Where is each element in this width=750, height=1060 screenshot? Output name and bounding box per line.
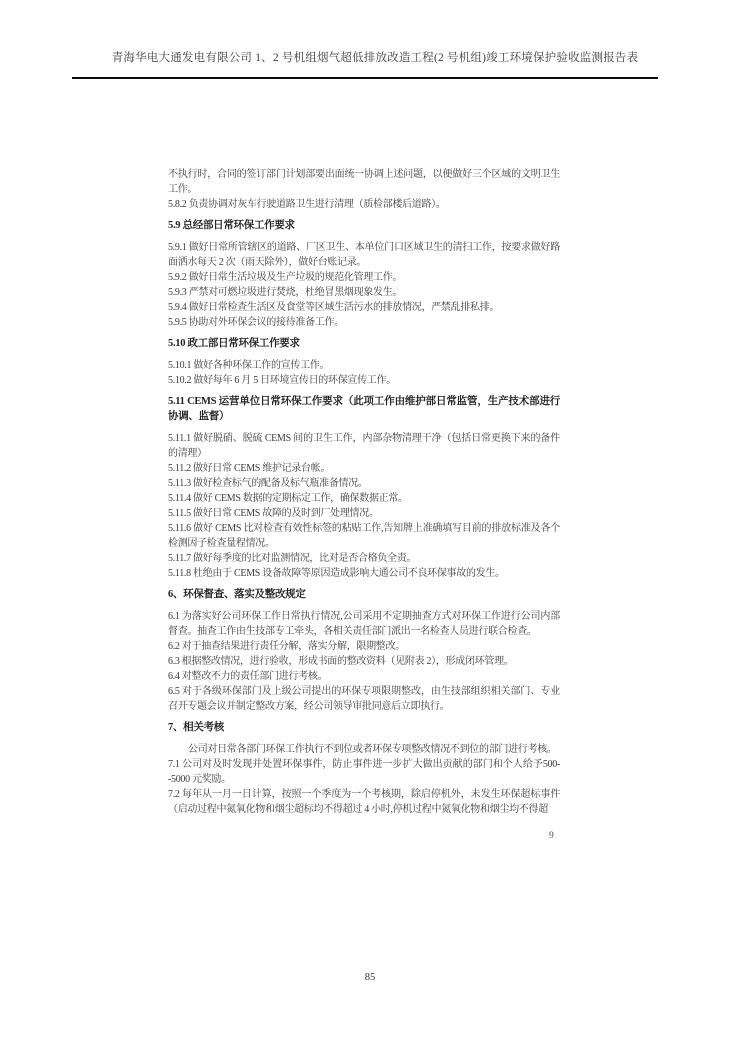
section-heading: 5.9 总经部日常环保工作要求 — [168, 220, 295, 231]
paragraph: 5.11.4 做好 CEMS 数据的定期标定工作，确保数据正常。 — [168, 493, 408, 504]
paragraph: 5.11.6 做好 CEMS 比对检查有效性标签的粘贴工作,告知牌上准确填写目前的排放标准及各个检测因子检查量程情况。 — [168, 523, 560, 549]
section-heading: 5.11 CEMS 运营单位日常环保工作要求（此项工作由维护部日常监管，生产技术部进行协调、监督） — [168, 396, 560, 422]
paragraph: 6.2 对于抽查结果进行责任分解，落实分解，限期整改。 — [168, 641, 405, 652]
paragraph: 5.10.2 做好每年 6 月 5 日环境宣传日的环保宣传工作。 — [168, 375, 396, 386]
paragraph: 5.11.1 做好脱硝、脱硫 CEMS 间的卫生工作，内部杂物清理干净（包括日常更换下来的备件的清理） — [168, 433, 560, 459]
paragraph: 7.2 每年从一月一日计算，按照一个季度为一个考核期，除启停机外，未发生环保超标事件（启动过程中氮氧化物和烟尘超标均不得超过 4 小时,停机过程中氮氧化物和烟尘均不得超 — [168, 789, 560, 815]
document-content — [168, 167, 560, 817]
footer-page-number: 85 — [364, 972, 376, 983]
paragraph: 5.11.7 做好每季度的比对监测情况，比对是否合格负全责。 — [168, 553, 417, 564]
paragraph: 5.8.2 负责协调对灰车行驶道路卫生进行清理（质检部楼后道路）。 — [168, 199, 446, 210]
paragraph: 7.1 公司对及时发现并处置环保事件，防止事件进一步扩大做出贡献的部门和个人给予500--5000 元奖励。 — [168, 759, 560, 785]
paragraph: 5.9.1 做好日常所管辖区的道路、厂区卫生、本单位门口区域卫生的清扫工作，按要求做好路面洒水每天 2 次（雨天除外），做好台账记录。 — [168, 242, 560, 268]
section-heading: 6、环保督查、落实及整改规定 — [168, 589, 306, 600]
paragraph: 5.11.2 做好日常 CEMS 维护记录台帐。 — [168, 463, 331, 474]
paragraph: 5.9.3 严禁对可燃垃圾进行焚烧，杜绝冒黑烟现象发生。 — [168, 287, 403, 298]
paragraph: 公司对日常各部门环保工作执行不到位或者环保专项整改情况不到位的部门进行考核。 — [188, 744, 557, 755]
paragraph: 5.11.8 杜绝由于 CEMS 设备故障等原因造成影响大通公司不良环保事故的发生。 — [168, 568, 505, 579]
running-header-title: 青海华电大通发电有限公司 1、2 号机组烟气超低排放改造工程(2 号机组)竣工环境保护验收监测报告表 — [111, 52, 639, 64]
paragraph: 5.9.5 协助对外环保会议的接待准备工作。 — [168, 317, 344, 328]
paragraph: 5.9.2 做好日常生活垃圾及生产垃圾的规范化管理工作。 — [168, 272, 403, 283]
paragraph: 5.10.1 做好各种环保工作的宣传工作。 — [168, 360, 330, 371]
paragraph: 5.11.3 做好检查标气的配备及标气瓶准备情况。 — [168, 478, 368, 489]
paragraph: 6.1 为落实好公司环保工作日常执行情况,公司采用不定期抽查方式对环保工作进行公司内部督查。抽查工作由生技部专工牵头，各相关责任部门派出一名检查人员进行联合检查。 — [168, 611, 560, 637]
paragraph: 5.11.5 做好日常 CEMS 故障的及时到厂处理情况。 — [168, 508, 379, 519]
paragraph: 6.5 对于各级环保部门及上级公司提出的环保专项限期整改，由生技部组织相关部门、专业召开专题会议并制定整改方案，经公司领导审批同意后立即执行。 — [168, 686, 560, 712]
paragraph: 6.4 对整改不力的责任部门进行考核。 — [168, 671, 328, 682]
inner-page-number: 9 — [549, 831, 554, 841]
header-divider-line — [72, 77, 658, 79]
section-heading: 7、相关考核 — [168, 722, 224, 733]
paragraph: 6.3 根据整改情况，进行验收，形成书面的整改资料（见附表 2），形成闭环管理。 — [168, 656, 514, 667]
paragraph: 5.9.4 做好日常检查生活区及食堂等区域生活污水的排放情况，严禁乱排私排。 — [168, 302, 500, 313]
paragraph: 不执行时，合同的签订部门计划部要出面统一协调上述问题，以便做好三个区域的文明卫生工作。 — [168, 169, 560, 195]
section-heading: 5.10 政工部日常环保工作要求 — [168, 338, 300, 349]
